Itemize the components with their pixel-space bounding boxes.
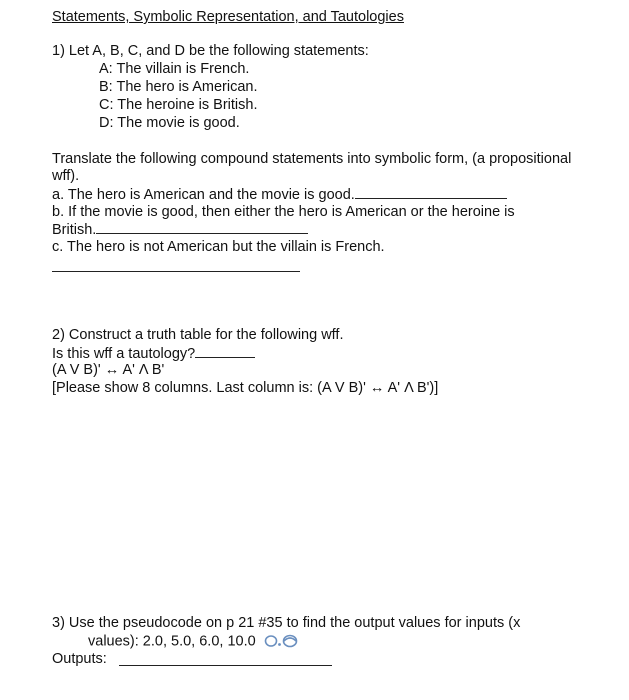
q3-values-text: values): 2.0, 5.0, 6.0, 10.0 xyxy=(88,633,256,650)
statement-a: A: The villain is French. xyxy=(99,61,250,77)
q2-question-text: Is this wff a tautology? xyxy=(52,346,196,362)
outputs-label: Outputs: xyxy=(52,651,107,667)
item-b-cont xyxy=(52,221,308,240)
answer-blank-c[interactable] xyxy=(52,271,300,272)
q1-intro: 1) Let A, B, C, and D be the following statements: xyxy=(52,43,369,59)
item-b-text: British. xyxy=(52,222,97,238)
q1-instructions: Translate the following compound statements into symbolic form, (a propositional xyxy=(52,151,572,167)
outputs-answer-blank[interactable] xyxy=(119,665,332,666)
q3-intro: 3) Use the pseudocode on p 21 #35 to find the output values for inputs (x xyxy=(52,615,521,631)
tautology-answer-blank[interactable] xyxy=(195,345,255,358)
item-b: b. If the movie is good, then either the hero is American or the heroine is xyxy=(52,204,515,220)
item-a xyxy=(52,186,507,205)
q2-intro: 2) Construct a truth table for the following wff. xyxy=(52,327,344,343)
answer-blank-a[interactable] xyxy=(355,186,507,199)
statement-b: B: The hero is American. xyxy=(99,79,258,95)
item-c: c. The hero is not American but the villain is French. xyxy=(52,239,385,255)
emoji-icons xyxy=(264,633,302,651)
q2-question xyxy=(52,345,255,364)
answer-blank-b[interactable] xyxy=(96,221,308,234)
q3-values xyxy=(88,633,302,651)
page-title: Statements, Symbolic Representation, and Tautologies xyxy=(52,9,404,25)
statement-c: C: The heroine is British. xyxy=(99,97,258,113)
item-a-text: a. The hero is American and the movie is good. xyxy=(52,187,355,203)
q1-instructions-cont: wff). xyxy=(52,168,80,184)
smiley-icon xyxy=(264,634,302,648)
q2-note: [Please show 8 columns. Last column is: (A V B)' ↔ A' Λ B')] xyxy=(52,380,439,396)
outputs-row xyxy=(52,651,107,669)
q2-wff: (A V B)' ↔ A' Λ B' xyxy=(52,362,165,378)
statement-d: D: The movie is good. xyxy=(99,115,240,131)
